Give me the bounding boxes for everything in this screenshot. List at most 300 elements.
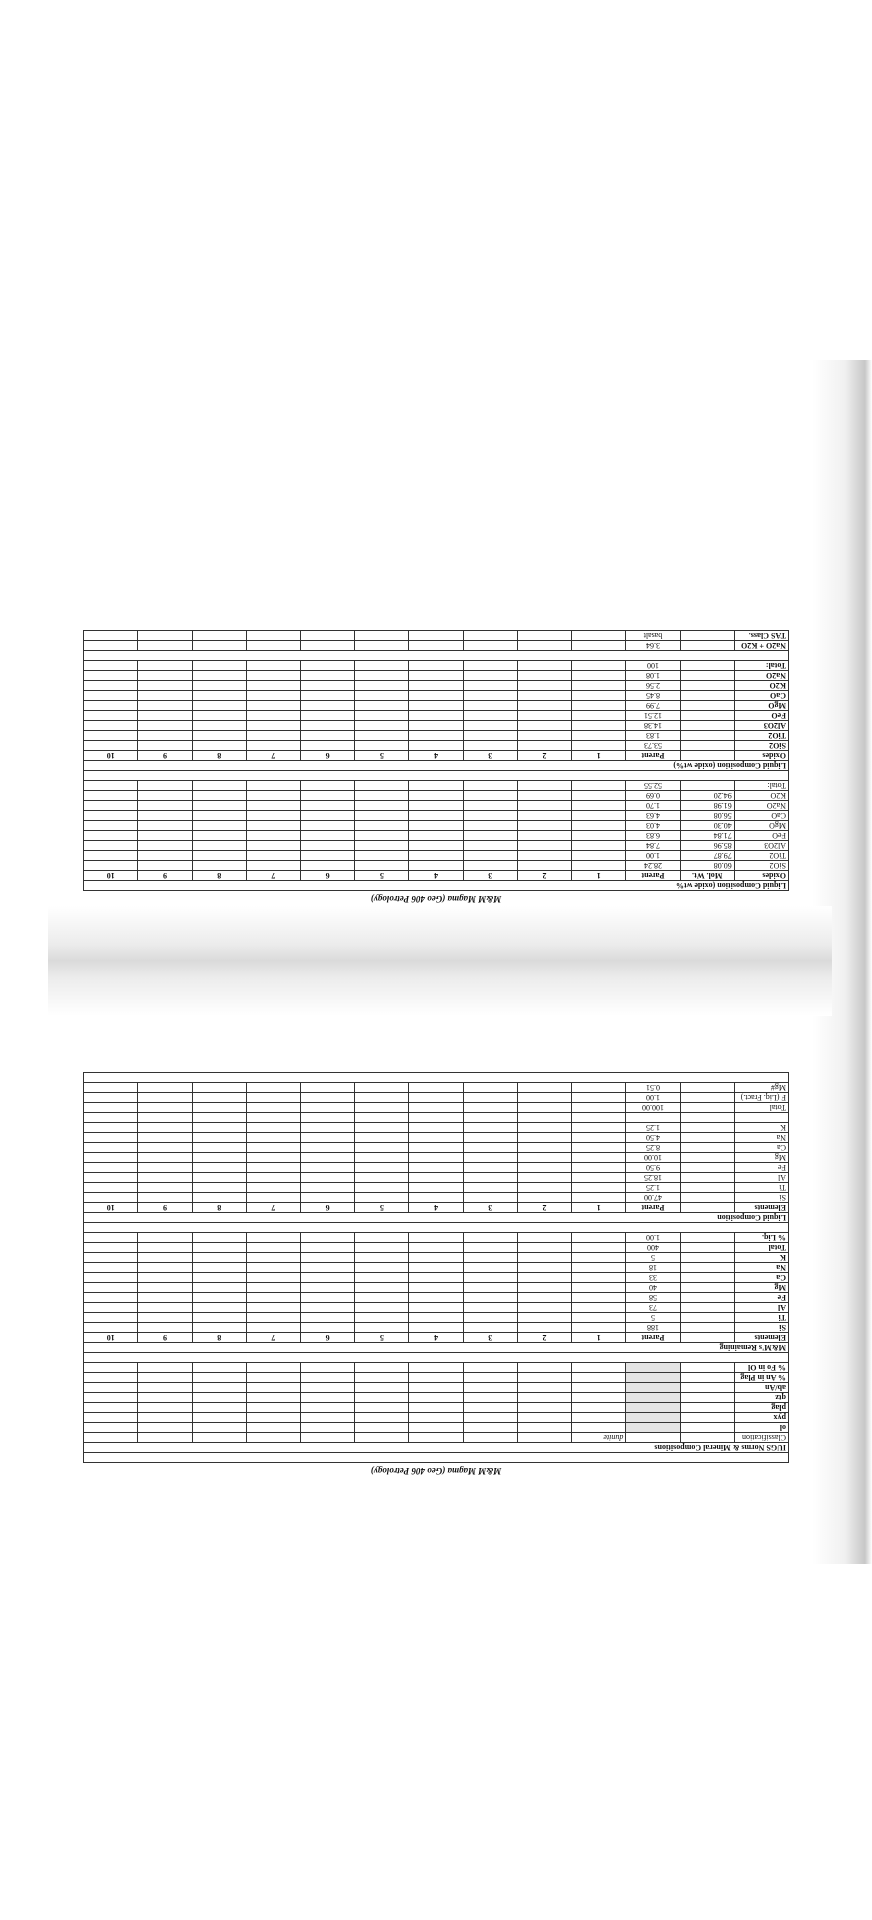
col-header: Parent <box>626 751 680 761</box>
table-row <box>84 1253 789 1263</box>
spacer-row <box>84 1223 789 1233</box>
step-cell <box>463 741 517 751</box>
step-cell <box>517 721 571 731</box>
step-cell <box>572 721 626 731</box>
row-label: Al2O3 <box>734 721 788 731</box>
step-cell <box>517 1253 571 1263</box>
col-header: 5 <box>355 751 409 761</box>
step-cell <box>409 1133 463 1143</box>
row-label <box>734 1113 788 1123</box>
step-cell <box>409 681 463 691</box>
step-cell <box>246 841 300 851</box>
table-row <box>84 1243 789 1253</box>
step-cell <box>517 1133 571 1143</box>
step-cell <box>355 841 409 851</box>
row-label: FeO <box>734 711 788 721</box>
step-cell <box>246 1263 300 1273</box>
alkali-row <box>84 641 789 651</box>
step-cell <box>138 801 192 811</box>
step-cell <box>246 1083 300 1093</box>
table-row <box>84 1153 789 1163</box>
step-cell <box>84 1313 138 1323</box>
step-cell <box>572 1183 626 1193</box>
parent-value-cell: 10.00 <box>626 1153 680 1163</box>
step-cell <box>463 861 517 871</box>
classification-value: dunite <box>572 1433 626 1443</box>
mineral-label: qtz <box>734 1393 788 1403</box>
step-cell <box>192 711 246 721</box>
step-cell <box>355 661 409 671</box>
row-label: Ca <box>734 1273 788 1283</box>
molecular-weight-cell: 61.98 <box>680 801 734 811</box>
alkali-label: Na2O + K2O <box>734 641 788 651</box>
col-header: 3 <box>463 1203 517 1213</box>
step-cell <box>409 1233 463 1243</box>
step-cell <box>301 1323 355 1333</box>
step-cell <box>517 1123 571 1133</box>
step-cell <box>84 661 138 671</box>
table-row <box>84 1413 789 1423</box>
step-cell <box>463 791 517 801</box>
step-cell <box>246 661 300 671</box>
step-cell <box>84 1273 138 1283</box>
step-cell <box>355 1323 409 1333</box>
table-row <box>84 1083 789 1093</box>
table-row <box>84 741 789 751</box>
step-cell <box>572 801 626 811</box>
table-row <box>84 1323 789 1333</box>
col-header: 5 <box>355 871 409 881</box>
parent-value-cell: 4.63 <box>626 811 680 821</box>
norms-table <box>83 1072 789 1463</box>
step-cell <box>301 1243 355 1253</box>
step-cell <box>409 831 463 841</box>
step-cell <box>246 1303 300 1313</box>
row-label: Na <box>734 1263 788 1273</box>
step-cell <box>84 1243 138 1253</box>
step-cell <box>84 791 138 801</box>
table-row <box>84 1093 789 1103</box>
table-header-row <box>84 1203 789 1213</box>
parent-value-cell: 14.38 <box>626 721 680 731</box>
step-cell <box>463 1233 517 1243</box>
step-cell <box>192 1273 246 1283</box>
step-cell <box>192 1103 246 1113</box>
step-cell <box>409 861 463 871</box>
col-header: 8 <box>192 751 246 761</box>
col-header: 2 <box>517 1333 571 1343</box>
parent-value-cell: 28.24 <box>626 861 680 871</box>
parent-value-cell <box>626 1373 680 1383</box>
step-cell <box>84 1233 138 1243</box>
step-cell <box>409 791 463 801</box>
step-cell <box>355 861 409 871</box>
step-cell <box>355 1083 409 1093</box>
step-cell <box>301 1143 355 1153</box>
table-row <box>84 781 789 791</box>
parent-value-cell: 1.00 <box>626 1093 680 1103</box>
step-cell <box>572 1143 626 1153</box>
table-row <box>84 671 789 681</box>
step-cell <box>355 1253 409 1263</box>
normalized-composition-title: Liquid Composition (oxide wt%) <box>84 761 789 771</box>
step-cell <box>355 1283 409 1293</box>
step-cell <box>517 1163 571 1173</box>
step-cell <box>409 1243 463 1253</box>
step-cell <box>409 691 463 701</box>
row-label: K <box>734 1123 788 1133</box>
spreadsheet-page-bottom <box>83 1072 789 1479</box>
table-row <box>84 721 789 731</box>
step-cell <box>84 851 138 861</box>
step-cell <box>409 701 463 711</box>
step-cell <box>409 801 463 811</box>
step-cell <box>84 1293 138 1303</box>
step-cell <box>355 711 409 721</box>
table-row <box>84 681 789 691</box>
parent-value-cell: 18.25 <box>626 1173 680 1183</box>
step-cell <box>517 1153 571 1163</box>
step-cell <box>246 791 300 801</box>
row-label: % Liq. <box>734 1233 788 1243</box>
row-label: K2O <box>734 681 788 691</box>
step-cell <box>138 1083 192 1093</box>
step-cell <box>517 1103 571 1113</box>
step-cell <box>301 1083 355 1093</box>
step-cell <box>463 711 517 721</box>
col-header: 3 <box>463 1333 517 1343</box>
step-cell <box>355 731 409 741</box>
step-cell <box>246 1193 300 1203</box>
parent-value-cell: 188 <box>626 1323 680 1333</box>
row-label: Ti <box>734 1183 788 1193</box>
table-row <box>84 1143 789 1153</box>
step-cell <box>409 1183 463 1193</box>
step-cell <box>572 1323 626 1333</box>
step-cell <box>246 1153 300 1163</box>
step-cell <box>572 741 626 751</box>
step-cell <box>572 811 626 821</box>
step-cell <box>517 1193 571 1203</box>
step-cell <box>572 1253 626 1263</box>
step-cell <box>246 691 300 701</box>
molecular-weight-cell <box>680 781 734 791</box>
step-cell <box>517 831 571 841</box>
step-cell <box>192 1233 246 1243</box>
spacer-row <box>84 1353 789 1363</box>
step-cell <box>409 1103 463 1113</box>
step-cell <box>301 1153 355 1163</box>
step-cell <box>463 691 517 701</box>
step-cell <box>192 1283 246 1293</box>
parent-value-cell: 47.00 <box>626 1193 680 1203</box>
step-cell <box>463 1243 517 1253</box>
step-cell <box>355 831 409 841</box>
step-cell <box>138 861 192 871</box>
step-cell <box>409 1093 463 1103</box>
step-cell <box>517 741 571 751</box>
step-cell <box>192 1093 246 1103</box>
molecular-weight-cell: 60.08 <box>680 861 734 871</box>
step-cell <box>301 661 355 671</box>
step-cell <box>517 1233 571 1243</box>
col-header: 9 <box>138 751 192 761</box>
step-cell <box>301 711 355 721</box>
step-cell <box>246 821 300 831</box>
step-cell <box>409 1293 463 1303</box>
step-cell <box>192 1123 246 1133</box>
table-header-row <box>84 871 789 881</box>
step-cell <box>355 1293 409 1303</box>
step-cell <box>138 831 192 841</box>
step-cell <box>572 731 626 741</box>
col-header: 4 <box>409 1203 463 1213</box>
table-header-row <box>84 751 789 761</box>
step-cell <box>192 741 246 751</box>
step-cell <box>301 1173 355 1183</box>
table-row <box>84 1263 789 1273</box>
step-cell <box>246 861 300 871</box>
parent-value-cell: 4.50 <box>626 1133 680 1143</box>
step-cell <box>572 1243 626 1253</box>
parent-value-cell: 73 <box>626 1303 680 1313</box>
step-cell <box>572 1133 626 1143</box>
step-cell <box>192 671 246 681</box>
step-cell <box>355 701 409 711</box>
step-cell <box>463 831 517 841</box>
step-cell <box>192 1173 246 1183</box>
mineral-label: % An in Plag <box>734 1373 788 1383</box>
parent-value-cell: 100 <box>626 661 680 671</box>
table-row <box>84 1233 789 1243</box>
table-row <box>84 1273 789 1283</box>
mineral-rows <box>84 1363 789 1433</box>
page-caption: M&M Magma (Geo 406 Petrology) <box>370 894 502 904</box>
step-cell <box>301 1093 355 1103</box>
step-cell <box>355 811 409 821</box>
step-cell <box>246 1133 300 1143</box>
step-cell <box>84 1103 138 1113</box>
step-cell <box>192 731 246 741</box>
row-label: Mg <box>734 1283 788 1293</box>
step-cell <box>463 731 517 741</box>
step-cell <box>246 1113 300 1123</box>
remaining-rows <box>84 1233 789 1333</box>
step-cell <box>246 741 300 751</box>
step-cell <box>517 1263 571 1273</box>
step-cell <box>355 1233 409 1243</box>
row-label: Total <box>734 1103 788 1113</box>
step-cell <box>138 1173 192 1183</box>
step-cell <box>409 1083 463 1093</box>
col-header: 8 <box>192 1203 246 1213</box>
step-cell <box>84 701 138 711</box>
step-cell <box>409 1143 463 1153</box>
parent-value-cell: 8.25 <box>626 1143 680 1153</box>
step-cell <box>463 1143 517 1153</box>
step-cell <box>246 1143 300 1153</box>
step-cell <box>192 1133 246 1143</box>
step-cell <box>463 811 517 821</box>
step-cell <box>517 701 571 711</box>
step-cell <box>409 1123 463 1133</box>
step-cell <box>138 781 192 791</box>
step-cell <box>138 821 192 831</box>
step-cell <box>355 1103 409 1113</box>
col-header: 7 <box>246 871 300 881</box>
step-cell <box>138 1283 192 1293</box>
table-row <box>84 791 789 801</box>
parent-value-cell: 1.08 <box>626 671 680 681</box>
step-cell <box>572 1233 626 1243</box>
col-header: 5 <box>355 1333 409 1343</box>
parent-value-cell: 1.00 <box>626 1233 680 1243</box>
mineral-label: plag <box>734 1403 788 1413</box>
step-cell <box>355 1193 409 1203</box>
parent-value-cell: 7.99 <box>626 701 680 711</box>
step-cell <box>84 691 138 701</box>
step-cell <box>572 711 626 721</box>
step-cell <box>355 1123 409 1133</box>
table-row <box>84 1183 789 1193</box>
row-label: Mg <box>734 1153 788 1163</box>
col-header: 8 <box>192 1333 246 1343</box>
table-row <box>84 1383 789 1393</box>
step-cell <box>138 811 192 821</box>
row-label: K <box>734 1253 788 1263</box>
step-cell <box>301 731 355 741</box>
table-row <box>84 1293 789 1303</box>
step-cell <box>355 721 409 731</box>
step-cell <box>246 831 300 841</box>
step-cell <box>192 1313 246 1323</box>
step-cell <box>301 851 355 861</box>
step-cell <box>355 1313 409 1323</box>
step-cell <box>463 1273 517 1283</box>
table-row <box>84 1163 789 1173</box>
step-cell <box>246 701 300 711</box>
parent-value-cell: 7.84 <box>626 841 680 851</box>
step-cell <box>301 741 355 751</box>
step-cell <box>138 1183 192 1193</box>
table-row <box>84 1113 789 1123</box>
col-header: 7 <box>246 1203 300 1213</box>
step-cell <box>301 1163 355 1173</box>
step-cell <box>517 661 571 671</box>
step-cell <box>138 711 192 721</box>
step-cell <box>517 1273 571 1283</box>
step-cell <box>301 1113 355 1123</box>
step-cell <box>355 1273 409 1283</box>
step-cell <box>409 1113 463 1123</box>
step-cell <box>138 1153 192 1163</box>
row-label: Ti <box>734 1313 788 1323</box>
table-row <box>84 1373 789 1383</box>
step-cell <box>192 1263 246 1273</box>
step-cell <box>84 801 138 811</box>
step-cell <box>572 1103 626 1113</box>
step-cell <box>246 1183 300 1193</box>
step-cell <box>572 1273 626 1283</box>
tas-value: basalt <box>626 631 680 641</box>
normalized-rows <box>84 661 789 751</box>
step-cell <box>355 791 409 801</box>
col-header: 7 <box>246 751 300 761</box>
row-label: F (Liq. Fract.) <box>734 1093 788 1103</box>
step-cell <box>246 681 300 691</box>
step-cell <box>246 1293 300 1303</box>
step-cell <box>301 721 355 731</box>
table-row <box>84 1403 789 1413</box>
step-cell <box>409 1173 463 1183</box>
step-cell <box>355 1093 409 1103</box>
spacer-row <box>84 651 789 661</box>
table-row <box>84 1173 789 1183</box>
step-cell <box>84 1323 138 1333</box>
col-header: Parent <box>626 1203 680 1213</box>
row-label: MgO <box>734 701 788 711</box>
step-cell <box>192 831 246 841</box>
step-cell <box>409 1263 463 1273</box>
step-cell <box>84 861 138 871</box>
step-cell <box>409 1313 463 1323</box>
parent-value-cell: 9.50 <box>626 1163 680 1173</box>
parent-value-cell: 33 <box>626 1273 680 1283</box>
col-header: 10 <box>84 1333 138 1343</box>
oxide-rows <box>84 781 789 871</box>
step-cell <box>355 1153 409 1163</box>
col-header: 9 <box>138 1333 192 1343</box>
step-cell <box>409 731 463 741</box>
step-cell <box>138 1323 192 1333</box>
step-cell <box>192 791 246 801</box>
row-label: Na2O <box>734 671 788 681</box>
col-header: 10 <box>84 871 138 881</box>
step-cell <box>517 691 571 701</box>
step-cell <box>138 1093 192 1103</box>
step-cell <box>192 1153 246 1163</box>
table-row <box>84 841 789 851</box>
step-cell <box>572 1283 626 1293</box>
col-header: Parent <box>626 1333 680 1343</box>
col-header: 2 <box>517 871 571 881</box>
step-cell <box>301 811 355 821</box>
step-cell <box>409 811 463 821</box>
table-row <box>84 851 789 861</box>
step-cell <box>84 681 138 691</box>
step-cell <box>84 1143 138 1153</box>
page-fold-shadow <box>48 906 832 1016</box>
col-header: 5 <box>355 1203 409 1213</box>
step-cell <box>84 1263 138 1273</box>
step-cell <box>301 1313 355 1323</box>
step-cell <box>463 1133 517 1143</box>
step-cell <box>138 1103 192 1113</box>
table-row <box>84 1363 789 1373</box>
col-header: 4 <box>409 751 463 761</box>
mineral-label: ol <box>734 1423 788 1433</box>
molecular-weight-cell: 94.20 <box>680 791 734 801</box>
step-cell <box>355 1113 409 1123</box>
step-cell <box>192 1323 246 1333</box>
molecular-weight-cell: 79.87 <box>680 851 734 861</box>
step-cell <box>409 821 463 831</box>
step-cell <box>192 701 246 711</box>
row-label: Al <box>734 1173 788 1183</box>
parent-value-cell: 1.00 <box>626 851 680 861</box>
col-header: 10 <box>84 751 138 761</box>
page-caption: M&M Magma (Geo 406 Petrology) <box>370 1466 502 1476</box>
